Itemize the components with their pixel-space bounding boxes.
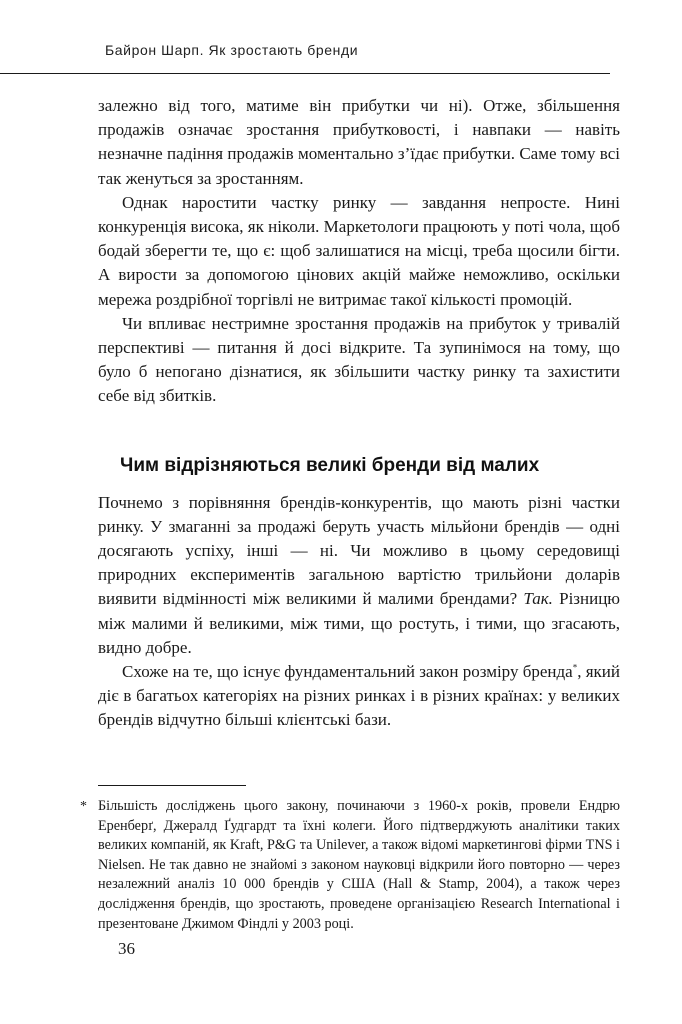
footnote-text: Більшість досліджень цього закону, починаючи з 1960-х років, провели Ендрю Еренберґ, Джералд Ґудгардт та їхні колеги. Його підтверджують аналітики таких великих компаній, як Kraft, P&G та Unilever, а також відомі маркетингові фірми TNS і Nielsen. Не так давно не знайомі з законом науковці відкрили його повторно — через незалежний аналіз 10 000 брендів у США (Hall & Stamp, 2004), а також через дослідження брендів, що зростають, проведене організацією Research International і презентоване Джимом Фіндлі у 2003 році. bbox=[98, 798, 620, 932]
italic-answer: Так. bbox=[523, 589, 553, 609]
paragraph-profit-question: Чи впливає нестримне зростання продажів на прибуток у тривалій перспективі — питання й досі відкрите. Та зупинімося на тому, що було б непогано дізнатися, як збільшити частку ринку та захистити себе від збитків. bbox=[98, 313, 620, 406]
paragraph-text: Схоже на те, що існує фундаментальний закон розміру бренда bbox=[122, 662, 573, 682]
footnote-reference: * bbox=[572, 662, 578, 673]
paragraph-market-share: Однак наростити частку ринку — завдання непросте. Нині конкуренція висока, як ніколи. Маркетологи працюють у поті чола, щоб бодай зберегти те, що є: щоб залишатися на місці, треба щосили бігти. А вирости за допомогою цінових акцій майже неможливо, оскільки мережа роздрібної торгівлі не витримає такої кількості промоцій. bbox=[98, 192, 620, 309]
running-head: Байрон Шарп. Як зростають бренди bbox=[105, 42, 359, 58]
paragraph-text: Почнемо з порівняння брендів-конкурентів, що мають різні частки ринку. У змаганні за продажі беруть участь мільйони брендів — одні досягають успіху, інші — ні. Чи можливо в цьому середовищі природних експериментів загальною вартістю трильйони доларів виявити відмінності між великими й малими брендами? bbox=[98, 492, 620, 609]
footnote-rule bbox=[98, 785, 246, 786]
paragraph-text: Різницю між малими й великими, між тими, що ростуть, і тими, що згасають, видно добре. bbox=[98, 589, 620, 657]
paragraph-text: , який діє в багатьох категоріях на різних ринках і в різних країнах: у великих брендів відчутно більші клієнтські бази. bbox=[98, 662, 620, 730]
page-body bbox=[98, 94, 620, 733]
footnote-marker: * bbox=[80, 799, 87, 814]
paragraph-brand-comparison bbox=[98, 491, 620, 660]
page-number: 36 bbox=[118, 939, 135, 958]
header-rule bbox=[0, 73, 610, 74]
section-heading: Чим відрізняються великі бренди від малих bbox=[120, 454, 540, 476]
footnote bbox=[80, 797, 620, 934]
paragraph-brand-size-law bbox=[98, 660, 620, 733]
paragraph-continuation: залежно від того, матиме він прибутки чи ні). Отже, збільшення продажів означає зростання прибутковості, і навпаки — навіть незначне падіння продажів моментально з’їдає прибутки. Саме тому всі так женуться за зростанням. bbox=[98, 96, 620, 188]
